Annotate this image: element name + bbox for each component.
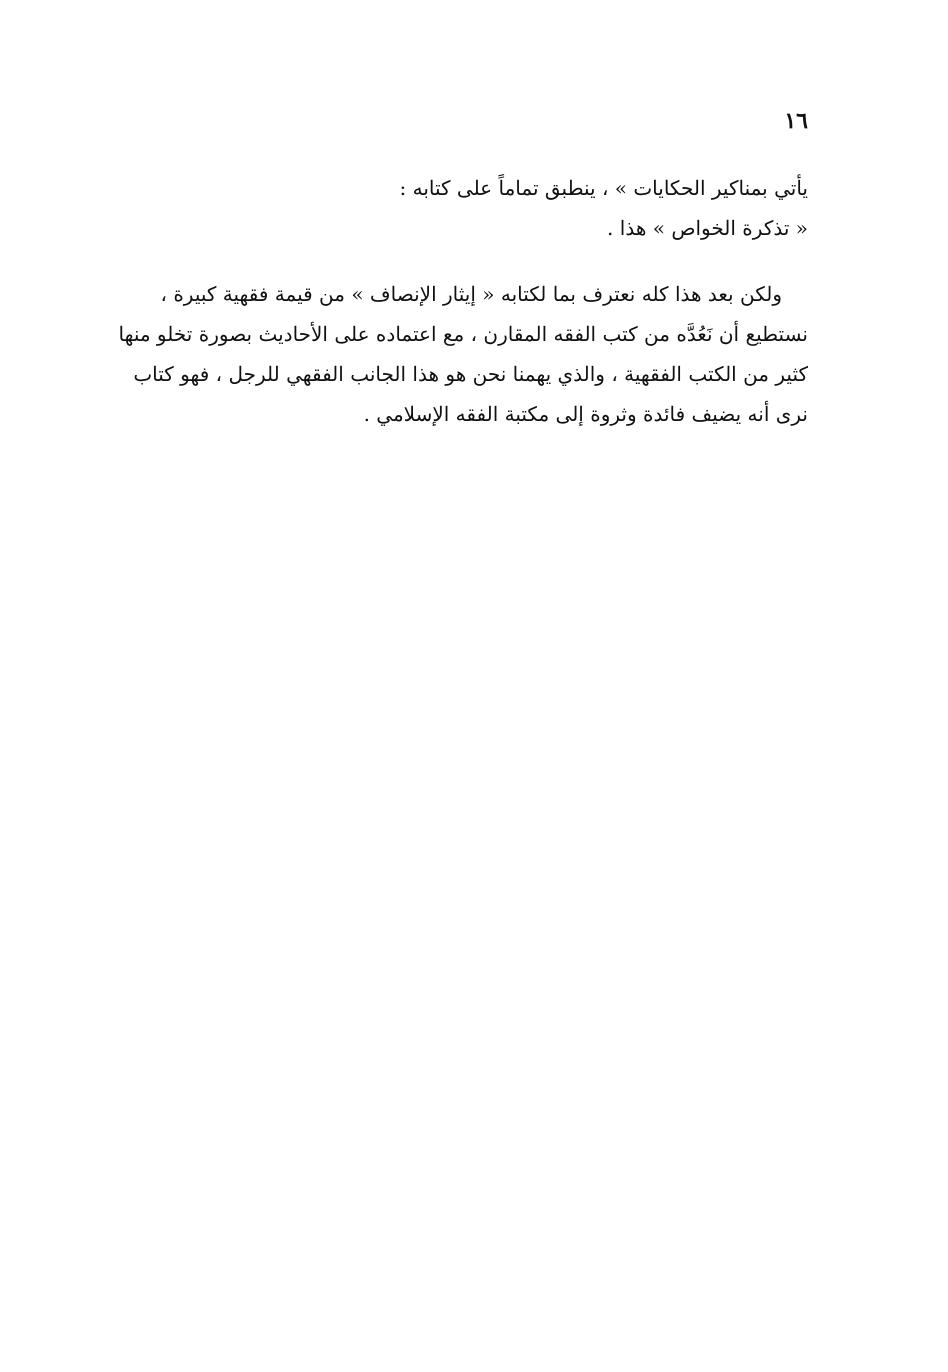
page-number: ١٦ (784, 108, 808, 134)
text-line: ولكن بعد هذا كله نعترف بما لكتابه « إيثار الإنصاف » من قيمة فقهية كبيرة ، (160, 282, 782, 306)
text-line: نرى أنه يضيف فائدة وثروة إلى مكتبة الفقه الإسلامي . (363, 402, 808, 426)
body-text (118, 168, 808, 434)
paragraph-1 (138, 168, 808, 248)
text-line: كثير من الكتب الفقهية ، والذي يهمنا نحن هو هذا الجانب الفقهي للرجل ، فهو كتاب (133, 362, 808, 386)
paragraph-spacer (138, 248, 808, 274)
text-line: يأتي بمناكير الحكايات » ، ينطبق تماماً على كتابه : (399, 176, 808, 200)
paragraph-2 (118, 274, 808, 434)
text-line: « تذكرة الخواص » هذا . (607, 216, 808, 240)
text-line: نستطيع أن نَعُدَّه من كتب الفقه المقارن ، مع اعتماده على الأحاديث بصورة تخلو منها (118, 322, 808, 346)
